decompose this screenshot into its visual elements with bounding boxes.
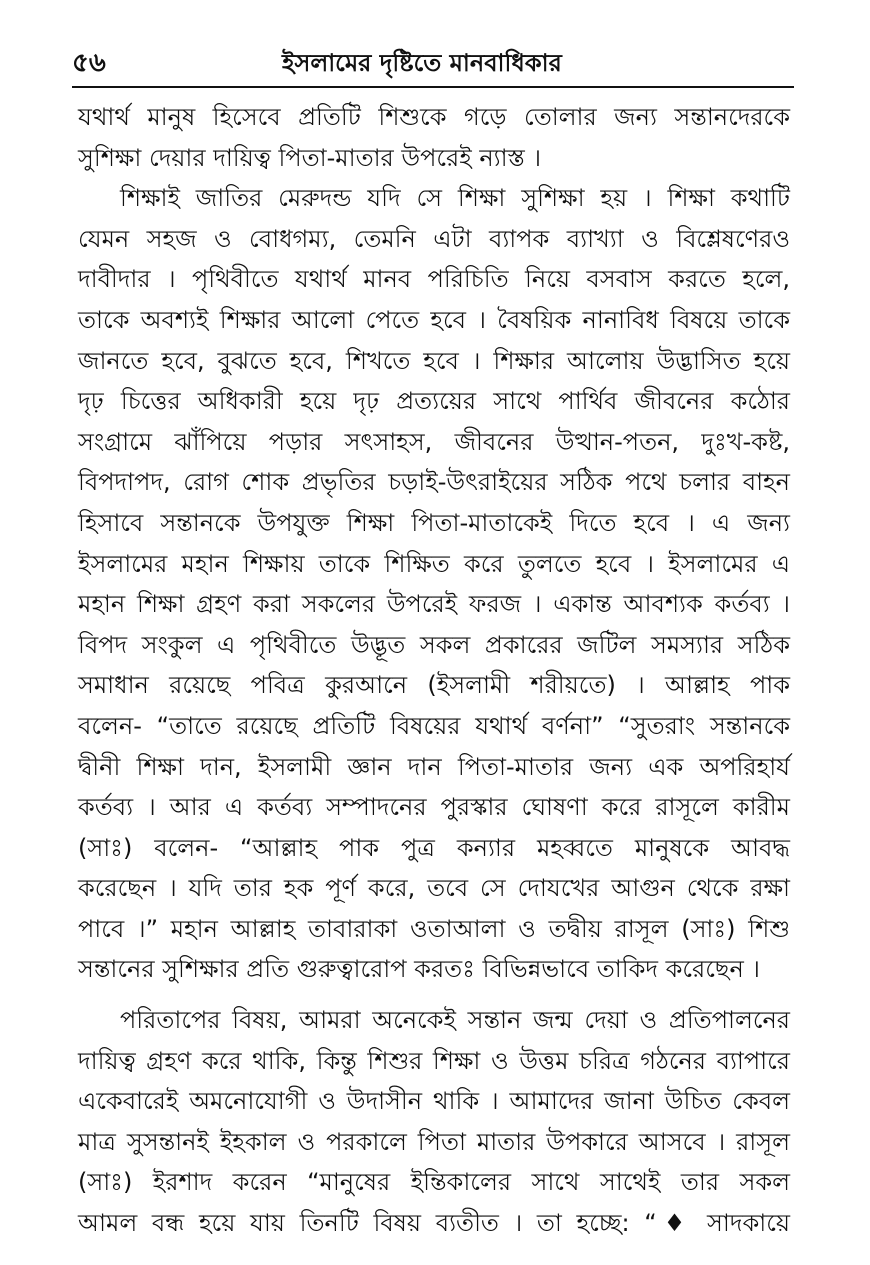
text-line: মহান শিক্ষা গ্রহণ করা সকলের উপরেই ফরজ । একান্ত আবশ্যক কর্তব্য । <box>78 590 790 619</box>
text-line: বিপদ সংকুল এ পৃথিবীতে উদ্ভূত সকল প্রকারের জটিল সমস্যার সঠিক <box>78 630 790 659</box>
text-line: হিসাবে সন্তানকে উপযুক্ত শিক্ষা পিতা-মাতাকেই দিতে হবে । এ জন্য <box>78 508 790 537</box>
paragraph-gap <box>78 990 790 1000</box>
text-line: আমল বন্ধ হয়ে যায় তিনটি বিষয় ব্যতীত । তা হচ্ছে: “♦ সাদকায়ে <box>78 1209 790 1238</box>
paragraph-1 <box>78 97 790 178</box>
paragraph-2 <box>78 178 790 990</box>
text-line: বলেন- “তাতে রয়েছে প্রতিটি বিষয়ের যথার্থ বর্ণনা” “সুতরাং সন্তানকে <box>78 711 790 740</box>
page-header <box>72 40 794 88</box>
text-line: সমাধান রয়েছে পবিত্র কুরআনে (ইসলামী শরীয়তে) । আল্লাহ পাক <box>78 671 790 700</box>
text-line: সন্তানের সুশিক্ষার প্রতি গুরুত্বারোপ করতঃ বিভিন্নভাবে তাকিদ করেছেন । <box>78 955 760 984</box>
text-line: সুশিক্ষা দেয়ার দায়িত্ব পিতা-মাতার উপরেই ন্যাস্ত । <box>78 143 542 172</box>
text-line: করেছেন । যদি তার হক পূর্ণ করে, তবে সে দোযখের আগুন থেকে রক্ষা <box>78 874 790 903</box>
paragraph-3 <box>78 1000 790 1244</box>
text-line: দ্বীনী শিক্ষা দান, ইসলামী জ্ঞান দান পিতা-মাতার জন্য এক অপরিহার্য <box>78 752 790 781</box>
text-line: সংগ্রামে ঝাঁপিয়ে পড়ার সৎসাহস, জীবনের উত্থান-পতন, দুঃখ-কষ্ট, <box>78 427 790 456</box>
text-line: যেমন সহজ ও বোধগম্য, তেমনি এটা ব্যাপক ব্যাখ্যা ও বিশ্লেষণেরও <box>78 224 790 253</box>
text-line: বিপদাপদ, রোগ শোক প্রভৃতির চড়াই-উৎরাইয়ের সঠিক পথে চলার বাহন <box>78 468 790 497</box>
page-number: ৫৬ <box>72 48 106 78</box>
text-line: দৃঢ় চিত্তের অধিকারী হয়ে দৃঢ় প্রত্যয়ের সাথে পার্থিব জীবনের কঠোর <box>78 387 790 416</box>
text-line: (সাঃ) ইরশাদ করেন “মানুষের ইন্তিকালের সাথে সাথেই তার সকল <box>78 1168 790 1197</box>
text-line: ইসলামের মহান শিক্ষায় তাকে শিক্ষিত করে তুলতে হবে । ইসলামের এ <box>78 549 790 578</box>
text-line: যথার্থ মানুষ হিসেবে প্রতিটি শিশুকে গড়ে তোলার জন্য সন্তানদেরকে <box>78 103 790 131</box>
text-line: মাত্র সুসন্তানই ইহকাল ও পরকালে পিতা মাতার উপকারে আসবে । রাসূল <box>78 1127 790 1156</box>
text-line: পাবে ।” মহান আল্লাহ তাবারাকা ওতাআলা ও তদ্বীয় রাসূল (সাঃ) শিশু <box>78 914 790 943</box>
text-line: (সাঃ) বলেন- “আল্লাহ পাক পুত্র কন্যার মহব্বতে মানুষকে আবদ্ধ <box>78 833 790 862</box>
text-line: তাকে অবশ্যই শিক্ষার আলো পেতে হবে । বৈষয়িক নানাবিধ বিষয়ে তাকে <box>78 305 790 334</box>
text-line: পরিতাপের বিষয়, আমরা অনেকেই সন্তান জন্ম দেয়া ও প্রতিপালনের <box>120 1006 790 1035</box>
text-line: কর্তব্য । আর এ কর্তব্য সম্পাদনের পুরস্কার ঘোষণা করে রাসূলে কারীম <box>78 793 790 822</box>
text-line: জানতে হবে, বুঝতে হবে, শিখতে হবে । শিক্ষার আলোয় উদ্ভাসিত হয়ে <box>78 346 790 375</box>
text-line: দাবীদার । পৃথিবীতে যথার্থ মানব পরিচিতি নিয়ে বসবাস করতে হলে, <box>78 265 790 294</box>
text-line: একেবারেই অমনোযোগী ও উদাসীন থাকি । আমাদের জানা উচিত কেবল <box>78 1087 790 1116</box>
text-line: দায়িত্ব গ্রহণ করে থাকি, কিন্তু শিশুর শিক্ষা ও উত্তম চরিত্র গঠনের ব্যাপারে <box>78 1046 790 1075</box>
text-line: শিক্ষাই জাতির মেরুদন্ড যদি সে শিক্ষা সুশিক্ষা হয় । শিক্ষা কথাটি <box>120 184 790 213</box>
body-text <box>78 97 790 1244</box>
running-title: ইসলামের দৃষ্টিতে মানবাধিকার <box>282 49 562 77</box>
